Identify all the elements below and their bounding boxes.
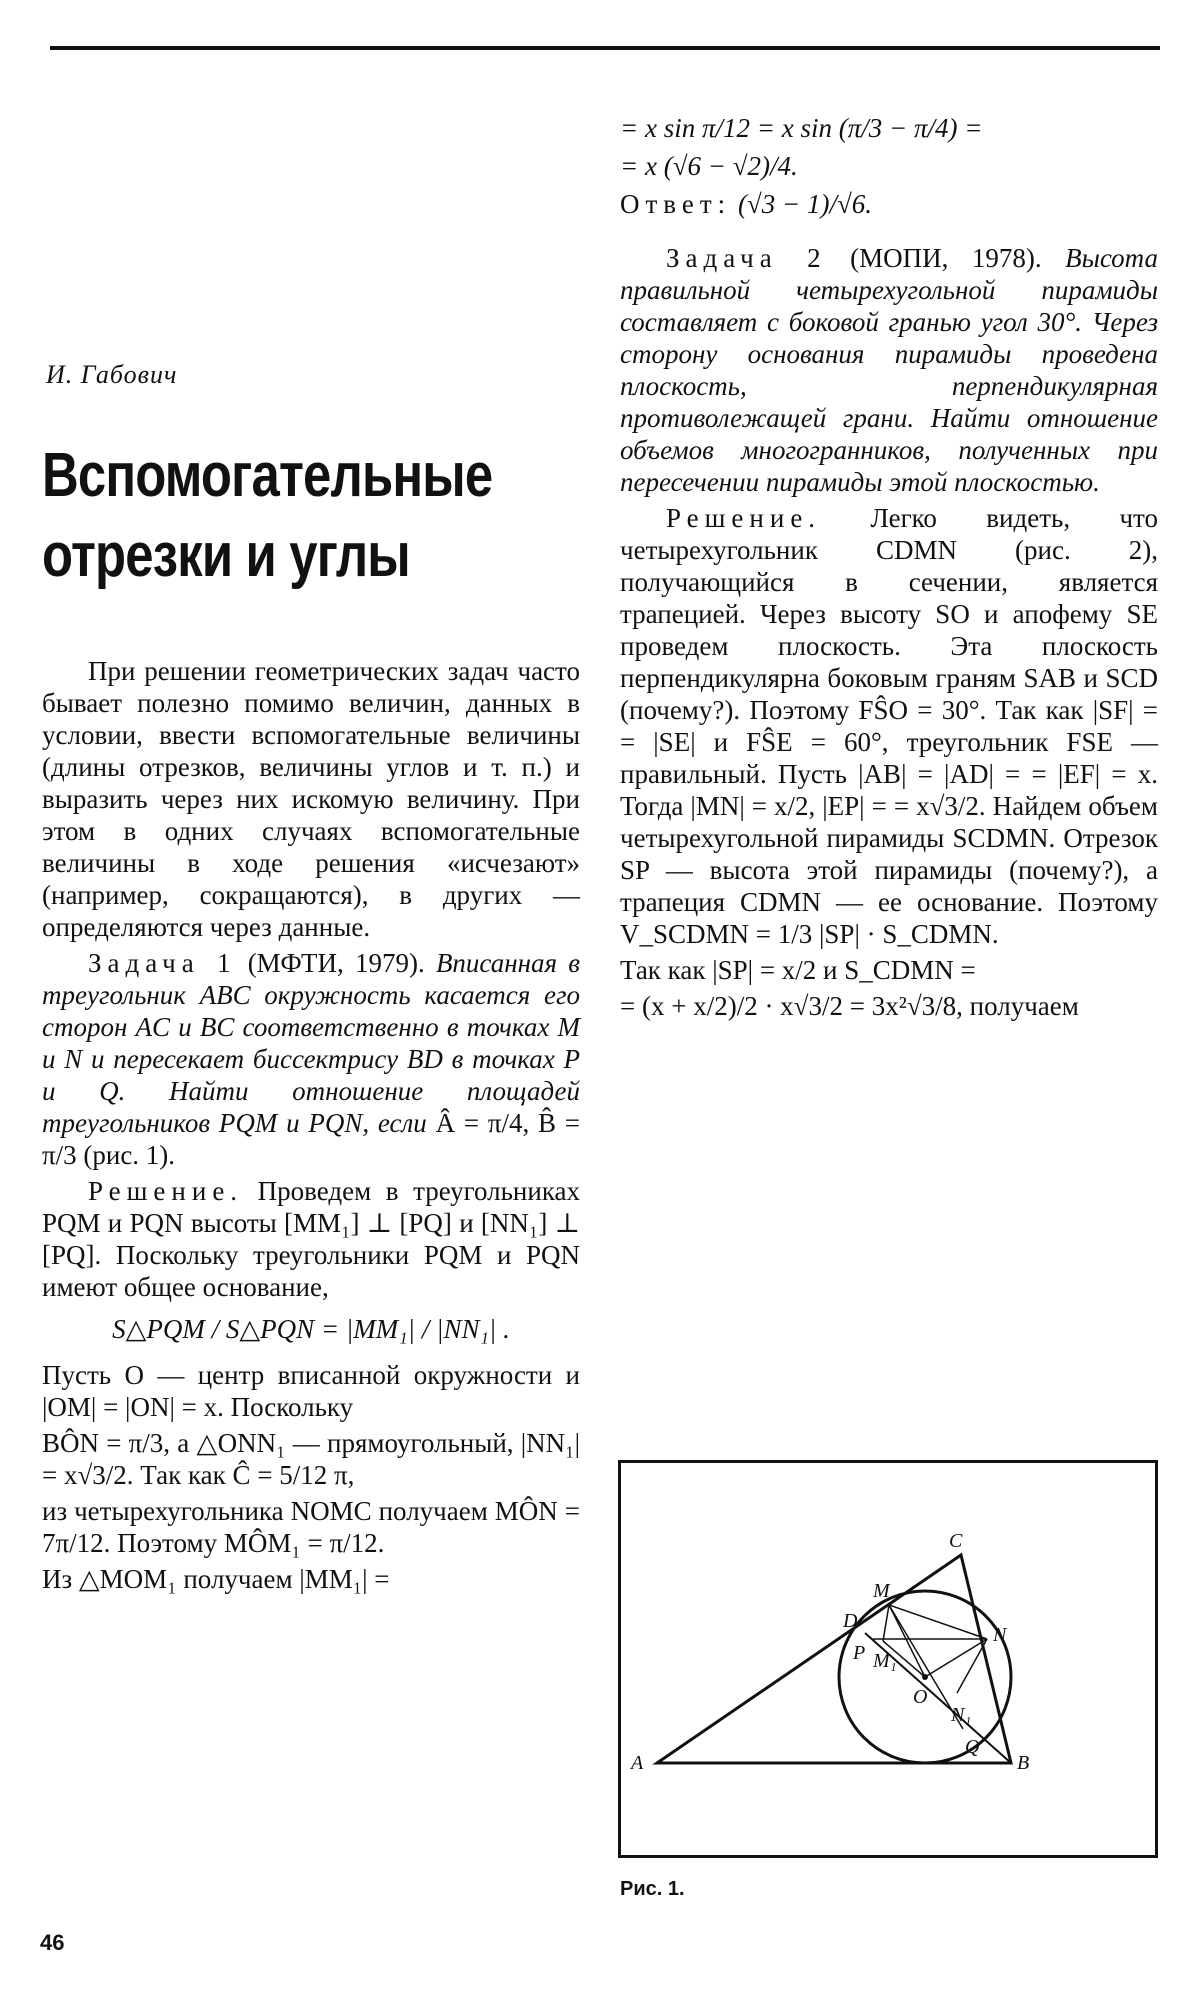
equation-line-1: = x sin π/12 = x sin (π/3 − π/4) = — [620, 113, 983, 143]
task2-label: Задача 2 — [666, 243, 827, 273]
label-n: N — [993, 1624, 1007, 1646]
task1-condition: Â = π/4, B̂ = π/3 (рис. 1). — [42, 1108, 580, 1170]
label-o: O — [913, 1686, 928, 1708]
label-m1: M₁ — [873, 1650, 897, 1672]
solution1-paragraph — [42, 1175, 580, 1303]
solution2-paragraph — [620, 502, 1158, 950]
paragraph-bon: BÔN = π/3, а △ONN₁ — прямоугольный, |NN₁| = x√3/2. Так как Ĉ = 5/12 π, — [42, 1428, 580, 1490]
answer-label: Ответ: — [620, 189, 732, 219]
title-line-1: Вспомогательные — [42, 441, 493, 510]
solution1-label: Решение. — [88, 1176, 244, 1206]
figure-1 — [618, 1460, 1158, 1858]
task1-text: Вписанная в треугольник ABC окружность касается его сторон AC и BC соответственно в точках M и N и пересекает биссектрису BD в точках P и Q. Найти отношение площадей треугольников PQM и PQN, если — [42, 948, 581, 1138]
left-column — [42, 655, 580, 1599]
label-p: P — [853, 1642, 866, 1664]
solution2-label: Решение. — [666, 503, 822, 533]
paragraph-mm1: Из △MOM₁ получаем |MM₁| = — [42, 1564, 390, 1594]
task1-source: (МФТИ, 1979). — [247, 948, 425, 978]
label-a: A — [631, 1752, 644, 1774]
solution2-text: Легко видеть, что четырехугольник CDMN (рис. 2), получающийся в сечении, является трапецией. Через высоту SO и апофему SE проведем плоскость. Эта плоскость перпендикулярна боковым граням SAB и SCD (почему?). Поэтому FŜO = 30°. Так как |SF| = = |SE| и FŜE = 60°, треугольник FSE — правильный. Пусть |AB| = |AD| = = |EF| = x. Тогда |MN| = x/2, |EP| = = x√3/2. Найдем объем четырехугольной пирамиды SCDMN. Отрезок SP — высота этой пирамиды (почему?), а трапеция CDMN — ее основание. Поэтому V_SCDMN = 1/3 |SP| · S_CDMN. — [620, 503, 1158, 949]
label-m: M — [873, 1580, 890, 1602]
task1-label: Задача 1 — [88, 948, 237, 978]
label-b: B — [1017, 1752, 1030, 1774]
label-d: D — [843, 1610, 858, 1632]
equation-line-2: = x (√6 − √2)/4. — [620, 151, 798, 181]
paragraph-let-o: Пусть O — центр вписанной окружности и |OM| = |ON| = x. Поскольку — [42, 1360, 580, 1422]
paragraph-mon: из четырехугольника NOMC получаем MÔN = 7π/12. Поэтому MÔM₁ = π/12. — [42, 1496, 580, 1558]
segment-on — [925, 1639, 987, 1677]
solution1-text: Проведем в треугольниках PQM и PQN высоты [MM₁] ⊥ [PQ] и [NN₁] ⊥ [PQ]. Поскольку треугольники PQM и PQN имеют общее основание, — [42, 1176, 581, 1302]
intro-paragraph: При решении геометрических задач часто бывает полезно помимо величин, данных в условии, ввести вспомогательные величины (длины отрезков, величины углов и т. п.) и выразить через них искомую величину. При этом в одних случаях вспомогательные величины в ходе решения «исчезают» (например, сокращаются), в других — определяются через данные. — [42, 656, 580, 942]
segment-nn1 — [957, 1639, 987, 1693]
top-rule — [50, 46, 1160, 50]
task2-source: (МОПИ, 1978). — [850, 243, 1042, 273]
formula-area-ratio: S△PQM / S△PQN = |MM₁| / |NN₁| . — [112, 1314, 510, 1344]
task1-paragraph — [42, 947, 580, 1171]
author: И. Габович — [46, 360, 178, 389]
article-title — [42, 436, 493, 596]
label-n1: N₁ — [951, 1704, 972, 1726]
answer — [620, 188, 1158, 220]
label-c: C — [949, 1530, 963, 1552]
answer-value: (√3 − 1)/√6. — [737, 189, 873, 219]
figure-1-caption: Рис. 1. — [620, 1878, 685, 1900]
center-o-dot — [922, 1674, 928, 1680]
segment-mm1 — [883, 1605, 889, 1641]
solution2-tail: Так как |SP| = x/2 и S_CDMN = — [620, 955, 976, 985]
figure-1-diagram — [621, 1463, 1155, 1855]
label-q: Q — [965, 1736, 980, 1758]
page-number: 46 — [40, 1930, 65, 1955]
right-column — [620, 106, 1158, 1026]
task2-paragraph — [620, 242, 1158, 498]
solution2-last: = (x + x/2)/2 · x√3/2 = 3x²√3/8, получаем — [620, 991, 1079, 1021]
title-line-2: отрезки и углы — [42, 521, 410, 590]
task2-text: Высота правильной четырехугольной пирамиды составляет с боковой гранью угол 30°. Через сторону основания пирамиды проведена плоскость, перпендикулярная противолежащей грани. Найти отношение объемов многогранников, полученных при пересечении пирамиды этой плоскостью. — [620, 243, 1158, 497]
triangle-abc — [657, 1555, 1011, 1763]
